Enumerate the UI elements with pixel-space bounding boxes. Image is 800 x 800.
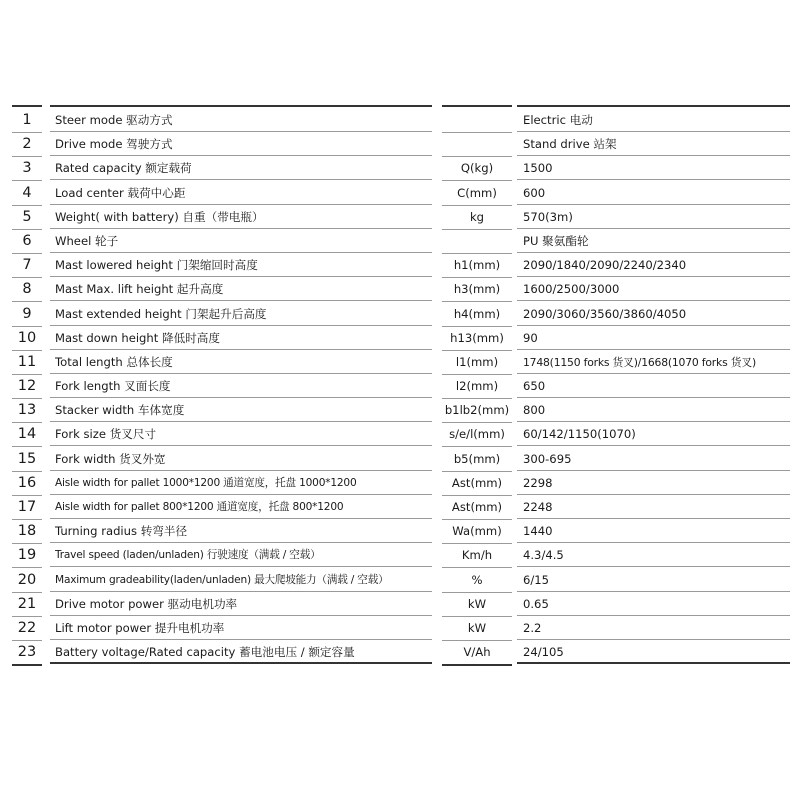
table-row bbox=[12, 157, 790, 181]
table-row bbox=[12, 303, 790, 327]
parameter-value: 60/142/1150(1070) bbox=[517, 423, 790, 446]
parameter-value: 6/15 bbox=[517, 569, 790, 592]
parameter-value: 650 bbox=[517, 375, 790, 398]
parameter-value: 4.3/4.5 bbox=[517, 544, 790, 567]
table-row bbox=[12, 327, 790, 351]
parameter-unit: kg bbox=[442, 206, 512, 230]
table-row bbox=[12, 544, 790, 568]
row-number: 6 bbox=[12, 230, 42, 254]
row-number: 23 bbox=[12, 641, 42, 666]
row-number: 20 bbox=[12, 569, 42, 593]
parameter-unit: Q(kg) bbox=[442, 157, 512, 181]
parameter-unit: l1(mm) bbox=[442, 351, 512, 375]
row-number: 17 bbox=[12, 496, 42, 520]
parameter-value: 1600/2500/3000 bbox=[517, 278, 790, 301]
parameter-name: Rated capacity 额定载荷 bbox=[50, 157, 432, 180]
parameter-value: Stand drive 站架 bbox=[517, 133, 790, 156]
table-body bbox=[12, 109, 790, 665]
parameter-unit: l2(mm) bbox=[442, 375, 512, 399]
row-number: 1 bbox=[12, 109, 42, 133]
parameter-name: Mast Max. lift height 起升高度 bbox=[50, 278, 432, 301]
parameter-name: Maximum gradeability(laden/unladen) 最大爬坡能力（满载 / 空载） bbox=[50, 569, 432, 592]
parameter-value: PU 聚氨酯轮 bbox=[517, 230, 790, 253]
table-row bbox=[12, 206, 790, 230]
row-number: 3 bbox=[12, 157, 42, 181]
parameter-name: Battery voltage/Rated capacity 蓄电池电压 / 额定容量 bbox=[50, 641, 432, 664]
table-row bbox=[12, 617, 790, 641]
parameter-name: Travel speed (laden/unladen) 行驶速度（满载 / 空载） bbox=[50, 544, 432, 567]
parameter-value: 2.2 bbox=[517, 617, 790, 640]
spec-table bbox=[12, 105, 790, 665]
table-row bbox=[12, 520, 790, 544]
parameter-name: Drive motor power 驱动电机功率 bbox=[50, 593, 432, 616]
parameter-name: Mast extended height 门架起升后高度 bbox=[50, 303, 432, 326]
parameter-value: 1748(1150 forks 货叉)/1668(1070 forks 货叉) bbox=[517, 351, 790, 374]
table-row bbox=[12, 351, 790, 375]
row-number: 19 bbox=[12, 544, 42, 568]
table-row bbox=[12, 375, 790, 399]
row-number: 5 bbox=[12, 206, 42, 230]
table-row bbox=[12, 641, 790, 665]
parameter-name: Mast lowered height 门架缩回时高度 bbox=[50, 254, 432, 277]
parameter-unit: h1(mm) bbox=[442, 254, 512, 278]
parameter-unit: kW bbox=[442, 617, 512, 641]
parameter-unit bbox=[442, 133, 512, 157]
parameter-unit: Km/h bbox=[442, 544, 512, 568]
row-number: 21 bbox=[12, 593, 42, 617]
parameter-name: Total length 总体长度 bbox=[50, 351, 432, 374]
parameter-unit bbox=[442, 109, 512, 133]
parameter-unit: V/Ah bbox=[442, 641, 512, 666]
parameter-name: Fork size 货叉尺寸 bbox=[50, 423, 432, 446]
row-number: 16 bbox=[12, 472, 42, 496]
parameter-unit: % bbox=[442, 569, 512, 593]
table-row bbox=[12, 399, 790, 423]
table-row bbox=[12, 448, 790, 472]
parameter-value: 2298 bbox=[517, 472, 790, 495]
parameter-unit: h3(mm) bbox=[442, 278, 512, 302]
row-number: 13 bbox=[12, 399, 42, 423]
parameter-unit: Ast(mm) bbox=[442, 496, 512, 520]
row-number: 9 bbox=[12, 303, 42, 327]
row-number: 7 bbox=[12, 254, 42, 278]
parameter-value: 1440 bbox=[517, 520, 790, 543]
table-row bbox=[12, 569, 790, 593]
table-row bbox=[12, 133, 790, 157]
row-number: 14 bbox=[12, 423, 42, 447]
parameter-name: Fork width 货叉外宽 bbox=[50, 448, 432, 471]
table-row bbox=[12, 278, 790, 302]
parameter-value: 2090/1840/2090/2240/2340 bbox=[517, 254, 790, 277]
parameter-name: Fork length 叉面长度 bbox=[50, 375, 432, 398]
parameter-unit: b1lb2(mm) bbox=[442, 399, 512, 423]
parameter-unit: b5(mm) bbox=[442, 448, 512, 472]
parameter-unit: h4(mm) bbox=[442, 303, 512, 327]
table-row bbox=[12, 496, 790, 520]
table-row bbox=[12, 593, 790, 617]
parameter-value: 2090/3060/3560/3860/4050 bbox=[517, 303, 790, 326]
parameter-name: Turning radius 转弯半径 bbox=[50, 520, 432, 543]
row-number: 22 bbox=[12, 617, 42, 641]
parameter-unit: C(mm) bbox=[442, 182, 512, 206]
parameter-value: 1500 bbox=[517, 157, 790, 180]
table-row bbox=[12, 254, 790, 278]
row-number: 4 bbox=[12, 182, 42, 206]
row-number: 8 bbox=[12, 278, 42, 302]
table-row bbox=[12, 423, 790, 447]
parameter-value: 2248 bbox=[517, 496, 790, 519]
parameter-name: Drive mode 驾驶方式 bbox=[50, 133, 432, 156]
parameter-unit: kW bbox=[442, 593, 512, 617]
parameter-name: Wheel 轮子 bbox=[50, 230, 432, 253]
row-number: 12 bbox=[12, 375, 42, 399]
parameter-name: Load center 载荷中心距 bbox=[50, 182, 432, 205]
row-number: 2 bbox=[12, 133, 42, 157]
parameter-value: 300-695 bbox=[517, 448, 790, 471]
row-number: 15 bbox=[12, 448, 42, 472]
parameter-value: 90 bbox=[517, 327, 790, 350]
parameter-name: Stacker width 车体宽度 bbox=[50, 399, 432, 422]
parameter-name: Aisle width for pallet 800*1200 通道宽度，托盘 800*1200 bbox=[50, 496, 432, 519]
parameter-name: Lift motor power 提升电机功率 bbox=[50, 617, 432, 640]
row-number: 18 bbox=[12, 520, 42, 544]
parameter-value: 600 bbox=[517, 182, 790, 205]
parameter-name: Steer mode 驱动方式 bbox=[50, 109, 432, 132]
table-row bbox=[12, 230, 790, 254]
parameter-name: Aisle width for pallet 1000*1200 通道宽度，托盘 1000*1200 bbox=[50, 472, 432, 495]
parameter-unit: Ast(mm) bbox=[442, 472, 512, 496]
table-row bbox=[12, 182, 790, 206]
parameter-value: Electric 电动 bbox=[517, 109, 790, 132]
table-row bbox=[12, 472, 790, 496]
parameter-value: 570(3m) bbox=[517, 206, 790, 229]
row-number: 11 bbox=[12, 351, 42, 375]
parameter-unit: s/e/l(mm) bbox=[442, 423, 512, 447]
parameter-value: 24/105 bbox=[517, 641, 790, 664]
parameter-name: Weight( with battery) 自重（带电瓶） bbox=[50, 206, 432, 229]
parameter-value: 0.65 bbox=[517, 593, 790, 616]
table-row bbox=[12, 109, 790, 133]
parameter-unit bbox=[442, 230, 512, 254]
parameter-name: Mast down height 降低时高度 bbox=[50, 327, 432, 350]
parameter-unit: Wa(mm) bbox=[442, 520, 512, 544]
parameter-value: 800 bbox=[517, 399, 790, 422]
row-number: 10 bbox=[12, 327, 42, 351]
parameter-unit: h13(mm) bbox=[442, 327, 512, 351]
